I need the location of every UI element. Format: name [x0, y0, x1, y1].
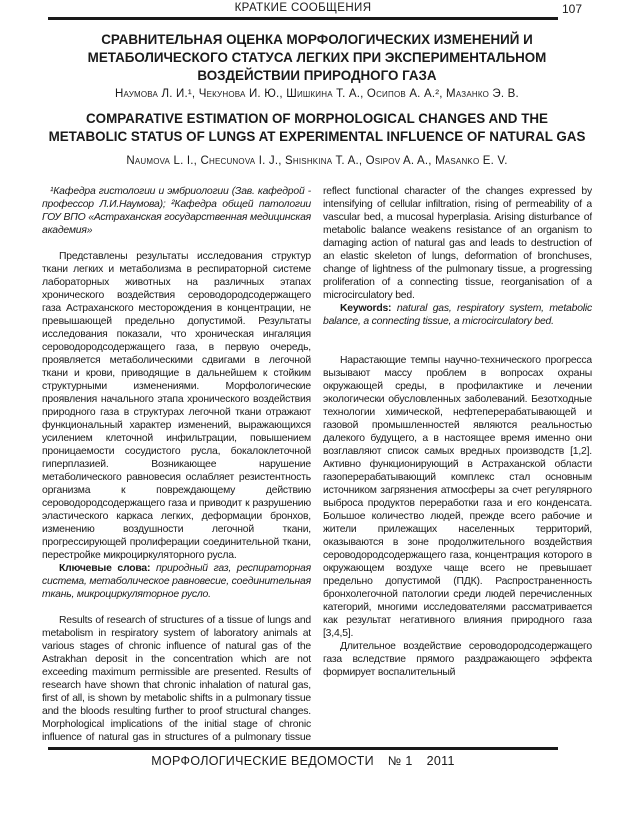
affiliation: ¹Кафедра гистологии и эмбриологии (Зав. кафедрой - профессор Л.И.Наумова); ²Кафедра общей патологии ГОУ ВПО «Астраханская государственная медицинская академия» [42, 186, 311, 236]
abstract-ru: Представлены результаты исследования структур ткани легких и метаболизма в респираторной системе лабораторных животных на различных этапах хронического воздействия сероводородсодержащего газа Астраханского месторождения в концентрации, не превышающей предельно допустимой. Результаты исследования показали, что хроническая ингаляция сероводородсодержащего газа, в первую очередь, проявляется метаболическими сдвигами в легочной ткани и крови, приводящие в дальнейшем к стойким структурными изменениями. Морфологические проявления начального этапа хронического воздействия природного газа в структурах легочной ткани отражают функциональный характер изменений, выражающихся усилением клеточной инфильтрации, повышением проницаемости сосудистого русла, бокалоклеточной гиперплазией. Возникающее нарушение метаболического равновесия ослабляет резистентность организма к повреждающему действию сероводородсодержащего газа и приводит к разрушению эластического каркаса легких, деформации бронхов, изменению воздушности легочной ткани, прогрессирующей пролиферации соединительной ткани, перестройке микроциркуляторного русла. [42, 251, 311, 561]
keywords-ru-text: природный газ, респираторная система, метаболическое равновесие, соединительная ткань, микроциркуляторное русло. [42, 563, 311, 600]
two-column-text [42, 185, 592, 749]
authors-ru: Наумова Л. И.¹, Чекунова И. Ю., Шишкина Т. А., Осипов А. А.², Мазанко Э. В. [115, 88, 519, 100]
article-title-en: COMPARATIVE ESTIMATION OF MORPHOLOGICAL CHANGES AND THE METABOLIC STATUS OF LUNGS AT EXPERIMENTAL INFLUENCE OF NATURAL GAS [48, 111, 586, 144]
header-rule [48, 17, 558, 20]
journal-footer [48, 754, 558, 768]
keywords-ru-label: Ключевые слова: [59, 563, 151, 574]
keywords-ru [42, 562, 311, 601]
body-paragraph: Нарастающие темпы научно-технического прогресса вызывают массу проблем в вопросах охраны окружающей среды, в профилактике и лечении экологически обусловленных заболеваний. Безотходные технологии химической, нефтеперерабатывающей и газовой промышленностей являются реальностью далекого будущего, а в настоящее время именно они возглавляют список самых вредных производств [1,2]. Активно функционирующий в Астраханской области газоперерабатывающий комплекс стал основным источником загрязнения атмосферы за счет регулярного выброса продуктов переработки газа и его конденсата. Большое количество людей, прежде всего рабочие и жители прилежащих населенных территорий, оказываются в зоне продолжительного воздействия сероводородсодержащего газа, концентрация которого в окружающем воздухе чаще всего не превышает предельно допустимой (ПДК). Распространенность бронхолегочной патологии среди людей перечисленных категорий, многими исследователями рассматривается как результат негативного влияния природного газа [3,4,5]. [323, 355, 592, 639]
abstract-en: Results of research of structures of a tissue of lungs and metabolism in respiratory system of laboratory animals at various stages of chronic influence of natural gas of the Astrakhan deposit in the concentration which are not exceeding maximum permissible are presented. Results of research have shown that chronic inhalation of natural gas, first of all, is shown by metabolic shifts in a pulmonary tissue and the bloods resulting further to proof structural changes. Morphological implications of the initial stage of chronic influence of natural gas in structures of a pulmonary tissue reflect functional character of the changes expressed by intensifying of cellular infiltration, rising of permeability of a vascular bed, a mucosal hyperplasia. Arising disturbance of metabolic balance weakens resistance of an organism to damaging action of natural gas and leads to destruction of an elastic skeleton of lungs, deformation of bronchuses, change of lightness of the pulmonary tissue, a progressing proliferation of a connecting tissue, reorganisation of a microcirculatory bed. [42, 186, 592, 743]
body-paragraph: Длительное воздействие сероводородсодержащего газа вследствие прямого раздражающего эффекта формирует воспалительный [323, 641, 592, 678]
journal-title: МОРФОЛОГИЧЕСКИЕ ВЕДОМОСТИ [151, 754, 374, 768]
authors-en: Naumova L. I., Checunova I. J., Shishkina T. A., Osipov A. A., Masanko E. V. [126, 155, 508, 167]
footer-rule [48, 747, 558, 750]
journal-issue: № 1 [387, 754, 413, 768]
keywords-en-label: Keywords: [340, 303, 392, 314]
article-title-ru: СРАВНИТЕЛЬНАЯ ОЦЕНКА МОРФОЛОГИЧЕСКИХ ИЗМЕНЕНИЙ И МЕТАБОЛИЧЕСКОГО СТАТУСА ЛЕГКИХ ПРИ ЭКСПЕРИМЕНТАЛЬНОМ ВОЗДЕЙСТВИИ ПРИРОДНОГО ГАЗА [87, 32, 547, 83]
page-number: 107 [561, 2, 582, 16]
article [42, 31, 592, 749]
keywords-en [323, 302, 592, 328]
journal-year: 2011 [426, 754, 455, 768]
keywords-en-text: natural gas, respiratory system, metabolic balance, a connecting tissue, a microcirculatory bed. [323, 303, 592, 327]
running-head: КРАТКИЕ СООБЩЕНИЯ [234, 2, 372, 14]
